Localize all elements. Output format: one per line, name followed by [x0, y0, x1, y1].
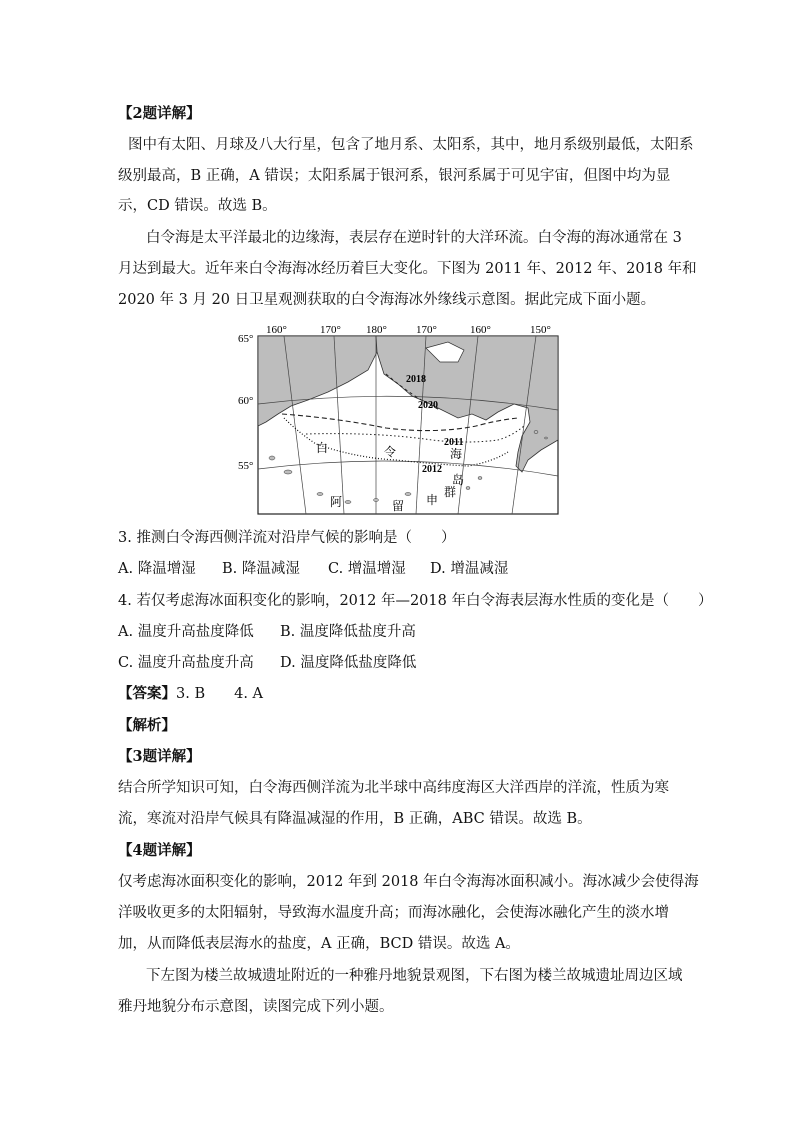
- question-4-option-c: C. 温度升高盐度升高: [118, 655, 254, 671]
- intro-line-2: 月达到最大。近年来白令海海冰经历着巨大变化。下图为 2011 年、2012 年、2018 年和: [118, 261, 697, 277]
- section-3-line-1: 结合所学知识可知，白令海西侧洋流为北半球中高纬度海区大洋西岸的洋流，性质为寒: [118, 780, 669, 796]
- lon-label-160w: 160°: [266, 324, 287, 336]
- question-4-option-a: A. 温度升高盐度降低: [118, 624, 254, 640]
- island-char-3: 申: [426, 493, 439, 507]
- year-label-2018: 2018: [406, 374, 426, 385]
- question-4-option-d: D. 温度降低盐度降低: [280, 655, 417, 671]
- lon-label-180: 180°: [366, 324, 387, 336]
- year-label-2012: 2012: [422, 464, 442, 475]
- year-label-2011: 2011: [444, 437, 464, 448]
- section-2-line-2: 级别最高，B 正确，A 错误；太阳系属于银河系，银河系属于可见宇宙，但图中均为显: [118, 168, 671, 184]
- year-label-2020: 2020: [418, 400, 438, 411]
- question-4-option-b: B. 温度降低盐度升高: [280, 624, 416, 640]
- section-4-line-3: 加，从而降低表层海水的盐度，A 正确，BCD 错误。故选 A。: [118, 936, 520, 952]
- bering-sea-ice-map: [236, 322, 566, 518]
- section-3-heading: 【3题详解】: [118, 748, 201, 765]
- question-3-option-c: C. 增温增湿: [328, 561, 406, 577]
- island-char-2: 留: [392, 499, 405, 513]
- lat-label-65: 65°: [238, 333, 254, 345]
- answer-line: [118, 684, 263, 704]
- section-4-line-2: 洋吸收更多的太阳辐射，导致海水温度升高；而海冰融化，会使海冰融化产生的淡水增: [118, 905, 669, 921]
- question-3-option-a: A. 降温增湿: [118, 561, 196, 577]
- section-2-line-1: 图中有太阳、月球及八大行星，包含了地月系、太阳系，其中，地月系级别最低，太阳系: [128, 137, 694, 153]
- lat-label-60: 60°: [238, 395, 254, 407]
- island-char-4: 群: [444, 485, 457, 499]
- island-char-1: 阿: [330, 495, 343, 509]
- section-4-line-1: 仅考虑海冰面积变化的影响，2012 年到 2018 年白令海海冰面积减小。海冰减少会使得海: [118, 874, 699, 890]
- section-2-line-3: 示，CD 错误。故选 B。: [118, 198, 277, 214]
- lon-label-170w: 170°: [320, 324, 341, 336]
- sea-char-3: 海: [450, 447, 463, 461]
- answer-value: 3. B 4. A: [176, 686, 264, 702]
- sea-char-2: 令: [384, 445, 397, 459]
- intro-line-3: 2020 年 3 月 20 日卫星观测获取的白令海海冰外缘线示意图。据此完成下面小题。: [118, 292, 656, 308]
- question-3-option-b: B. 降温减湿: [222, 561, 300, 577]
- lon-label-150e: 150°: [530, 324, 551, 336]
- answer-label: 【答案】: [118, 685, 176, 702]
- next-intro-line-1: 下左图为楼兰故城遗址附近的一种雅丹地貌景观图，下右图为楼兰故城遗址周边区域: [146, 968, 683, 984]
- question-3-stem: 3. 推测白令海西侧洋流对沿岸气候的影响是（ ）: [118, 530, 456, 546]
- section-3-line-2: 流，寒流对沿岸气候具有降温减湿的作用，B 正确，ABC 错误。故选 B。: [118, 811, 592, 827]
- analysis-heading: 【解析】: [118, 717, 176, 734]
- question-3-option-d: D. 增温减湿: [430, 561, 509, 577]
- question-4-stem: 4. 若仅考虑海冰面积变化的影响，2012 年—2018 年白令海表层海水性质的变化是（ ）: [118, 593, 713, 609]
- lon-label-170e: 170°: [416, 324, 437, 336]
- section-4-heading: 【4题详解】: [118, 842, 201, 859]
- sea-char-1: 白: [316, 441, 329, 455]
- next-intro-line-2: 雅丹地貌分布示意图，读图完成下列小题。: [118, 999, 394, 1015]
- lon-label-160e: 160°: [470, 324, 491, 336]
- lat-label-55: 55°: [238, 460, 254, 472]
- section-2-heading: 【2题详解】: [118, 105, 201, 122]
- intro-line-1: 白令海是太平洋最北的边缘海，表层存在逆时针的大洋环流。白令海的海冰通常在 3: [146, 230, 682, 246]
- island-char-5: 岛: [452, 473, 465, 487]
